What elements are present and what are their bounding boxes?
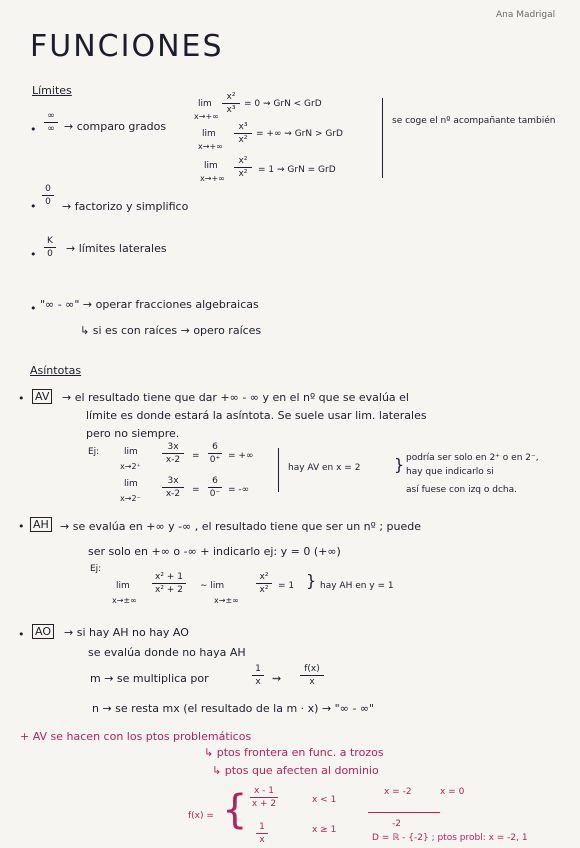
bullet-dot: • [18,392,25,405]
lim-result: = 1 [278,581,295,591]
fx-label: f(x) = [188,811,214,821]
ah-line-1: → se evalúa en +∞ y -∞ , el resultado tiene que ser un nº ; puede [60,520,421,533]
bullet-dot: • [30,302,37,315]
root-2: x = 0 [440,787,465,797]
bullet-dot: • [30,123,37,136]
fraction-denominator: 0⁻ [209,489,221,499]
m-arrow: ⇝ [272,672,282,685]
lim-fraction [152,572,186,595]
lim-subscript: x→+∞ [200,174,225,183]
lim-text: lim [124,447,138,457]
zero-over-zero-fraction [42,184,54,207]
fraction-denominator: x² + 2 [155,585,183,595]
ah-line-2: ser solo en +∞ o -∞ + indicarlo ej: y = 0 (+∞) [88,545,341,558]
lim-fraction [162,476,184,499]
equals-sign: = [192,485,200,495]
approx-lim: ∼ lim [200,581,225,591]
lim-result: = +∞ [228,451,254,461]
fraction-denominator: 0 [45,197,51,207]
fraction-denominator: x-2 [165,455,181,465]
brace [278,448,279,492]
pink-note-2: ↳ ptos frontera en func. a trozos [204,746,384,759]
fraction-numerator: K [47,236,53,246]
fraction-denominator: x³ [226,105,236,115]
av-line-2: límite es donde estará la asíntota. Se suele usar lim. laterales [86,409,427,422]
example-label: Ej: [88,447,100,457]
fraction-numerator: x² [226,92,236,102]
av-conclusion: hay AV en x = 2 [288,463,361,473]
piece-2-condition: x ≥ 1 [312,825,337,835]
lim-fraction [162,442,184,465]
lim-subscript: x→+∞ [194,112,219,121]
av-note-3: así fuese con izq o dcha. [406,485,517,495]
fraction-numerator: ∞ [47,111,55,121]
inf-over-inf-fraction [44,111,58,134]
fraction-numerator: x² [238,156,248,166]
lim-text: lim [116,581,130,591]
lim-fraction [222,92,240,115]
root-1: x = -2 [384,787,412,797]
bullet-dot: • [18,628,25,641]
piecewise-brace: { [222,787,248,833]
inf-minus-inf-sub: ↳ si es con raíces → opero raíces [80,324,262,337]
brace-mark: } [306,571,317,590]
lim-subscript: x→±∞ [214,596,239,605]
fraction-numerator: 1 [255,664,261,674]
av-line-1: → el resultado tiene que dar +∞ - ∞ y en el nº que se evalúa el [62,391,409,404]
example-label: Ej: [90,564,102,574]
ao-m-text: m → se multiplica por [90,672,209,685]
fraction-numerator: f(x) [304,664,320,674]
av-line-3: pero no siempre. [86,427,180,440]
fraction-denominator: x² [238,135,248,145]
m-fraction [300,664,324,687]
k-over-zero-rule: → límites laterales [66,242,167,255]
ah-conclusion: hay AH en y = 1 [320,581,394,591]
fraction-numerator: 6 [212,442,218,452]
piece-1-fraction [250,786,278,809]
lim-fraction [234,122,252,145]
fraction-denominator: 0⁺ [209,455,221,465]
lim-text: lim [204,161,218,171]
lim-text: lim [198,99,212,109]
fraction-numerator: 1 [259,822,265,832]
limits-note: se coge el nº acompañante también [392,116,556,126]
ao-label: AO [32,624,54,639]
lim-text: lim [202,129,216,139]
pink-note-1: + AV se hacen con los ptos problemáticos [20,730,252,743]
fraction-numerator: x² + 1 [155,572,183,582]
piece-1-condition: x < 1 [312,795,337,805]
limits-heading: Límites [32,84,72,97]
k-over-zero-fraction [44,236,56,259]
lim-result: = 0 ⇝ GrN < GrD [244,99,322,109]
strike-line [368,812,440,813]
ao-line-1: → si hay AH no hay AO [64,626,189,639]
fraction-denominator: ∞ [47,124,55,134]
value-fraction [208,476,222,499]
fraction-numerator: 6 [212,476,218,486]
fraction-denominator: x-2 [165,489,181,499]
equals-sign: = [192,451,200,461]
bullet-dot: • [30,248,37,261]
ao-line-2: se evalúa donde no haya AH [88,646,246,659]
lim-result: = -∞ [228,485,250,495]
fraction-denominator: x² [259,585,269,595]
fraction-denominator: x² [238,169,248,179]
bullet-dot: • [18,520,25,533]
inf-minus-inf-rule: "∞ - ∞" → operar fracciones algebraicas [40,298,259,311]
fraction-numerator: 0 [45,184,51,194]
lim-subscript: x→±∞ [112,596,137,605]
page-title: FUNCIONES [30,29,224,64]
lim-result: = 1 ⇝ GrN = GrD [258,165,336,175]
zero-over-zero-rule: → factorizo y simplifico [62,200,189,213]
lim-fraction [234,156,252,179]
brace [382,98,383,178]
fraction-denominator: x [309,677,315,687]
m-fraction [252,664,264,687]
ao-n-text: n → se resta mx (el resultado de la m · x) → "∞ - ∞" [92,702,375,715]
lim-result: = +∞ ⇝ GrN > GrD [256,129,343,139]
lim-fraction [256,572,272,595]
av-label: AV [32,389,52,404]
fraction-numerator: 3x [167,442,179,452]
lim-subscript: x→2⁻ [120,494,141,503]
fraction-numerator: x² [259,572,269,582]
fraction-denominator: x [255,677,261,687]
fraction-denominator: 0 [47,249,53,259]
fraction-denominator: x + 2 [251,799,277,809]
domain-text: D = ℝ - {-2} ; ptos probl: x = -2, 1 [372,833,528,843]
asintotas-heading: Asíntotas [30,364,82,377]
bullet-dot: • [30,200,37,213]
ah-label: AH [30,517,52,532]
fraction-numerator: x - 1 [253,786,275,796]
av-note-2: hay que indicarlo si [406,467,494,477]
piece-2-fraction [256,822,268,845]
lim-text: lim [124,479,138,489]
av-note-1: podría ser solo en 2⁺ o en 2⁻, [406,453,539,463]
brace-mark: } [394,455,405,474]
pink-note-3: ↳ ptos que afecten al dominio [212,764,379,777]
fraction-denominator: x [259,835,265,845]
fraction-numerator: x³ [238,122,248,132]
inf-over-inf-rule: → comparo grados [64,120,167,133]
value-fraction [208,442,222,465]
lim-subscript: x→2⁺ [120,462,141,471]
author-name: Ana Madrigal [496,10,556,20]
struck-value: -2 [392,819,401,829]
lim-subscript: x→+∞ [198,142,223,151]
fraction-numerator: 3x [167,476,179,486]
